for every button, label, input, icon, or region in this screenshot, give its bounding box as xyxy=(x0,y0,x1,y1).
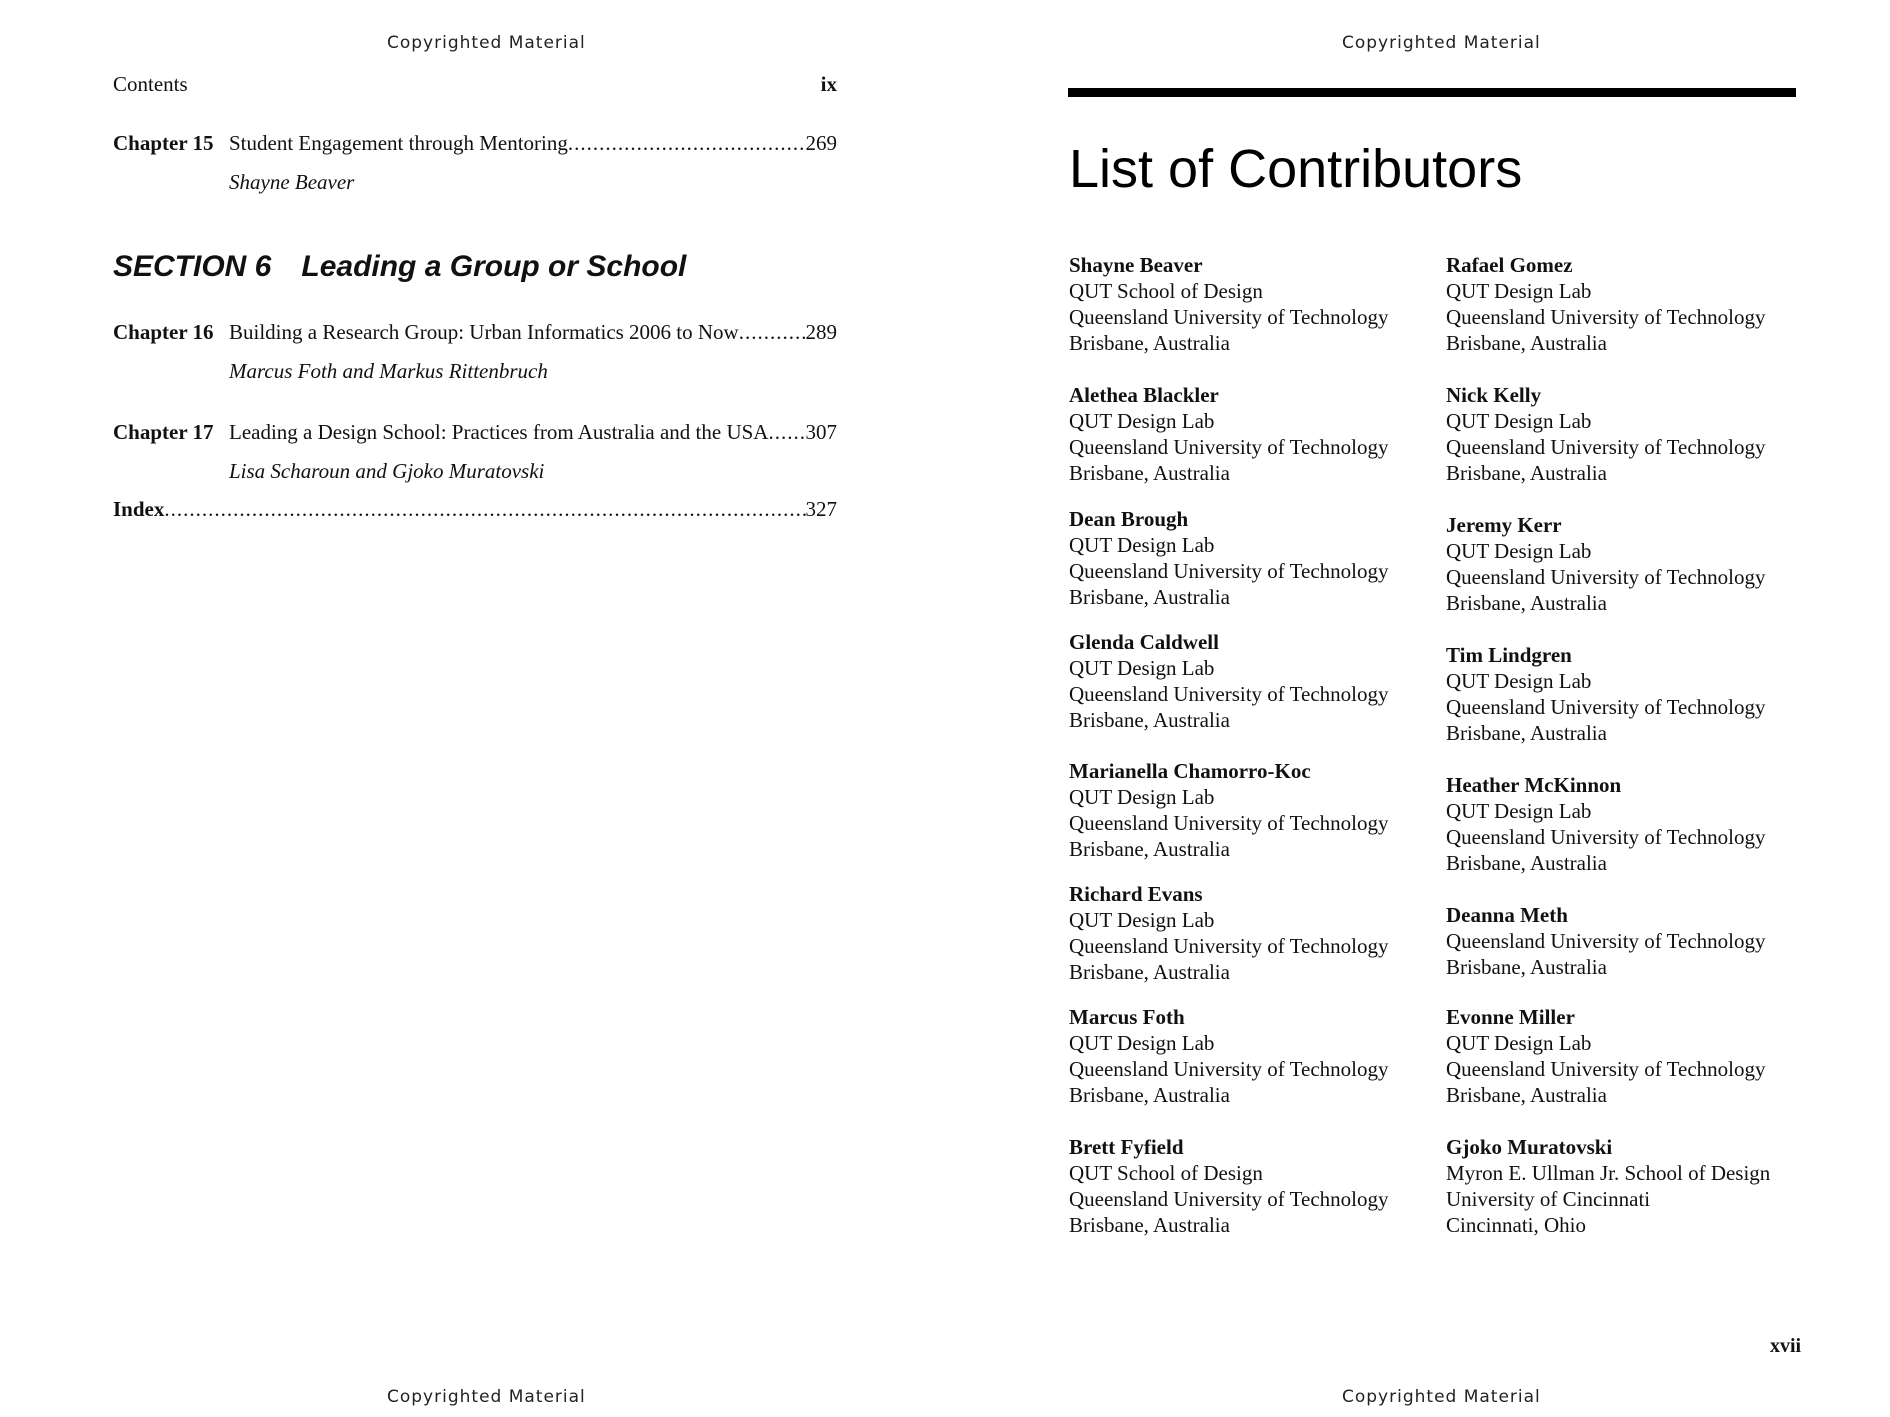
contributor-affiliation: Queensland University of Technology xyxy=(1446,435,1766,459)
contributor-entry xyxy=(1446,1134,1770,1238)
contributor-entry xyxy=(1069,1004,1389,1108)
contributor-entry xyxy=(1446,382,1766,486)
running-head-title: Contents xyxy=(113,72,188,96)
contributor-name: Glenda Caldwell xyxy=(1069,630,1219,654)
contributor-affiliation: Queensland University of Technology xyxy=(1446,1057,1766,1081)
contributor-name: Brett Fyfield xyxy=(1069,1135,1184,1159)
index-label[interactable]: Index xyxy=(113,497,165,521)
contributor-location: Brisbane, Australia xyxy=(1446,331,1607,355)
contributor-affiliation: Queensland University of Technology xyxy=(1069,934,1389,958)
contributor-entry xyxy=(1446,252,1766,356)
contributor-entry xyxy=(1446,1004,1766,1108)
contributor-name: Marianella Chamorro-Koc xyxy=(1069,759,1311,783)
chapter-label: Chapter 17 xyxy=(113,420,214,444)
contributor-affiliation: QUT Design Lab xyxy=(1446,1031,1592,1055)
contributor-location: Brisbane, Australia xyxy=(1446,461,1607,485)
contributor-location: Cincinnati, Ohio xyxy=(1446,1213,1586,1237)
contributor-name: Evonne Miller xyxy=(1446,1005,1575,1029)
contributor-affiliation: Queensland University of Technology xyxy=(1069,559,1389,583)
contributor-entry xyxy=(1446,512,1766,616)
contributor-location: Brisbane, Australia xyxy=(1446,851,1607,875)
contributor-affiliation: QUT School of Design xyxy=(1069,1161,1263,1185)
contributor-name: Marcus Foth xyxy=(1069,1005,1185,1029)
contributor-affiliation: QUT Design Lab xyxy=(1446,409,1592,433)
contributor-entry xyxy=(1069,1134,1389,1238)
toc-entry-chapter-15[interactable] xyxy=(113,131,837,195)
chapter-label: Chapter 15 xyxy=(113,131,214,155)
chapter-title[interactable]: Student Engagement through Mentoring xyxy=(229,131,568,155)
contributor-entry xyxy=(1069,382,1389,486)
chapter-authors: Shayne Beaver xyxy=(229,170,355,194)
contributor-entry xyxy=(1069,758,1389,862)
chapter-page-number: 289 xyxy=(805,320,837,344)
contributor-location: Brisbane, Australia xyxy=(1446,591,1607,615)
page-number: xvii xyxy=(1770,1335,1802,1357)
contributor-name: Gjoko Muratovski xyxy=(1446,1135,1613,1159)
chapter-label: Chapter 16 xyxy=(113,320,214,344)
section-title: Leading a Group or School xyxy=(301,250,687,283)
section-heading xyxy=(113,250,686,284)
contributor-name: Tim Lindgren xyxy=(1446,643,1572,667)
contributor-entry xyxy=(1446,772,1766,876)
dot-leader xyxy=(739,320,806,345)
running-head xyxy=(113,72,837,97)
contributor-name: Richard Evans xyxy=(1069,882,1203,906)
contributor-affiliation: University of Cincinnati xyxy=(1446,1187,1651,1211)
contributor-affiliation: QUT School of Design xyxy=(1069,279,1263,303)
chapter-title[interactable]: Leading a Design School: Practices from Australia and the USA xyxy=(229,420,769,444)
contributor-location: Brisbane, Australia xyxy=(1069,461,1230,485)
contributor-name: Dean Brough xyxy=(1069,507,1189,531)
toc-entry-chapter-17[interactable] xyxy=(113,420,837,484)
contributor-affiliation: Queensland University of Technology xyxy=(1069,1057,1389,1081)
contributor-affiliation: Queensland University of Technology xyxy=(1446,695,1766,719)
contributor-affiliation: QUT Design Lab xyxy=(1069,908,1215,932)
contributor-location: Brisbane, Australia xyxy=(1069,1213,1230,1237)
contributor-affiliation: Queensland University of Technology xyxy=(1069,305,1389,329)
contributor-name: Jeremy Kerr xyxy=(1446,513,1562,537)
contributor-affiliation: QUT Design Lab xyxy=(1069,785,1215,809)
chapter-page-number: 269 xyxy=(805,131,837,155)
contributor-affiliation: Queensland University of Technology xyxy=(1069,682,1389,706)
contributor-location: Brisbane, Australia xyxy=(1446,721,1607,745)
contributor-entry xyxy=(1069,506,1389,610)
chapter-page-number: 307 xyxy=(805,420,837,444)
toc-entry-chapter-16[interactable] xyxy=(113,320,837,384)
contributor-name: Heather McKinnon xyxy=(1446,773,1622,797)
contributor-location: Brisbane, Australia xyxy=(1069,708,1230,732)
copyright-watermark-top: Copyrighted Material xyxy=(387,33,586,53)
contributor-location: Brisbane, Australia xyxy=(1069,960,1230,984)
contributor-affiliation: QUT Design Lab xyxy=(1069,1031,1215,1055)
contributor-name: Alethea Blackler xyxy=(1069,383,1219,407)
contributor-affiliation: QUT Design Lab xyxy=(1446,799,1592,823)
contributor-location: Brisbane, Australia xyxy=(1069,331,1230,355)
contributor-affiliation: Myron E. Ullman Jr. School of Design xyxy=(1446,1161,1771,1185)
contributor-affiliation: Queensland University of Technology xyxy=(1069,435,1389,459)
contributor-entry xyxy=(1069,252,1389,356)
page-number: ix xyxy=(820,72,837,96)
contributor-entry xyxy=(1446,642,1766,746)
chapter-authors: Lisa Scharoun and Gjoko Muratovski xyxy=(229,459,545,483)
contributor-name: Nick Kelly xyxy=(1446,383,1542,407)
chapter-title[interactable]: Building a Research Group: Urban Informatics 2006 to Now xyxy=(229,320,739,344)
dot-leader xyxy=(164,497,805,522)
dot-leader xyxy=(768,420,805,445)
contributor-affiliation: Queensland University of Technology xyxy=(1069,1187,1389,1211)
contributor-affiliation: QUT Design Lab xyxy=(1069,533,1215,557)
contributor-affiliation: QUT Design Lab xyxy=(1446,669,1592,693)
dot-leader xyxy=(568,131,806,156)
section-number: SECTION 6 xyxy=(113,250,272,283)
contributor-affiliation: QUT Design Lab xyxy=(1069,409,1215,433)
contributor-name: Rafael Gomez xyxy=(1446,253,1573,277)
contributor-location: Brisbane, Australia xyxy=(1446,955,1607,979)
contributor-location: Brisbane, Australia xyxy=(1069,837,1230,861)
contributor-entry xyxy=(1069,881,1389,985)
contributor-location: Brisbane, Australia xyxy=(1069,585,1230,609)
contributor-affiliation: Queensland University of Technology xyxy=(1446,929,1766,953)
copyright-watermark-top: Copyrighted Material xyxy=(1342,33,1541,53)
contributor-affiliation: Queensland University of Technology xyxy=(1069,811,1389,835)
contributor-affiliation: Queensland University of Technology xyxy=(1446,825,1766,849)
page-title: List of Contributors xyxy=(1069,139,1523,199)
chapter-authors: Marcus Foth and Markus Rittenbruch xyxy=(229,359,548,383)
contributor-entry xyxy=(1446,902,1766,980)
contributor-affiliation: QUT Design Lab xyxy=(1069,656,1215,680)
contributor-name: Deanna Meth xyxy=(1446,903,1568,927)
contributor-affiliation: Queensland University of Technology xyxy=(1446,565,1766,589)
copyright-watermark-bottom: Copyrighted Material xyxy=(1342,1387,1541,1407)
contributor-name: Shayne Beaver xyxy=(1069,253,1203,277)
index-page-number: 327 xyxy=(805,497,837,521)
contributor-affiliation: QUT Design Lab xyxy=(1446,279,1592,303)
right-page xyxy=(945,0,1890,1417)
title-rule xyxy=(1068,88,1796,97)
contributor-location: Brisbane, Australia xyxy=(1069,1083,1230,1107)
contributor-affiliation: Queensland University of Technology xyxy=(1446,305,1766,329)
contributor-location: Brisbane, Australia xyxy=(1446,1083,1607,1107)
contributor-affiliation: QUT Design Lab xyxy=(1446,539,1592,563)
contributor-entry xyxy=(1069,629,1389,733)
toc-entry-index[interactable] xyxy=(113,497,837,522)
copyright-watermark-bottom: Copyrighted Material xyxy=(387,1387,586,1407)
